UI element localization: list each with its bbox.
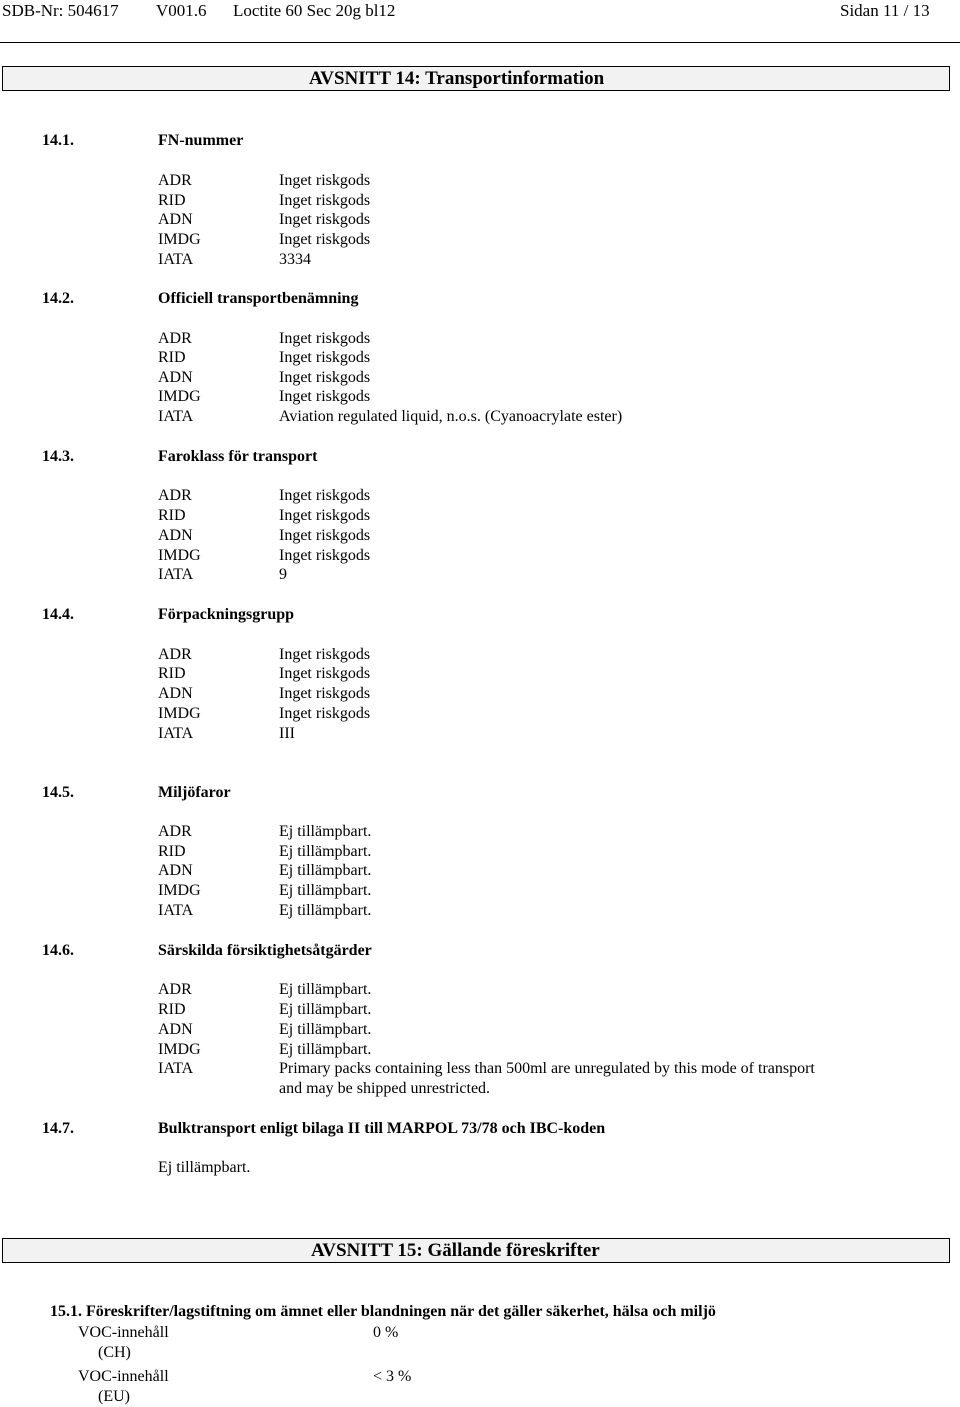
- mode-value-continuation: and may be shipped unrestricted.: [279, 1080, 491, 1097]
- subsection-number: 14.7.: [42, 1120, 74, 1137]
- mode-label: IMDG: [158, 547, 201, 564]
- mode-value: Ej tillämpbart.: [279, 823, 372, 840]
- subsection-title: Särskilda försiktighetsåtgärder: [158, 942, 372, 959]
- mode-label: IMDG: [158, 231, 201, 248]
- mode-value: Ej tillämpbart.: [279, 1021, 372, 1038]
- mode-label: ADN: [158, 1021, 193, 1038]
- subsection-title: FN-nummer: [158, 132, 244, 149]
- subsection-number: 14.3.: [42, 448, 74, 465]
- mode-label: RID: [158, 1001, 186, 1018]
- mode-value: Aviation regulated liquid, n.o.s. (Cyanoacrylate ester): [279, 408, 623, 425]
- voc-sub-label: (EU): [98, 1388, 130, 1405]
- mode-label: IATA: [158, 725, 194, 742]
- marpol-text: Ej tillämpbart.: [158, 1159, 251, 1176]
- section-15-header: [2, 1238, 950, 1263]
- mode-value: Ej tillämpbart.: [279, 882, 372, 899]
- mode-value: 9: [279, 566, 287, 583]
- mode-label: ADN: [158, 685, 193, 702]
- mode-value: Inget riskgods: [279, 349, 371, 366]
- mode-label: IATA: [158, 408, 194, 425]
- subsection-title: Officiell transportbenämning: [158, 290, 359, 307]
- section-15-title: AVSNITT 15: Gällande föreskrifter: [311, 1240, 600, 1261]
- mode-value: Inget riskgods: [279, 388, 371, 405]
- mode-value: Inget riskgods: [279, 665, 371, 682]
- mode-value: Inget riskgods: [279, 507, 371, 524]
- mode-value: Primary packs containing less than 500ml are unregulated by this mode of transport: [279, 1060, 815, 1077]
- mode-value: Inget riskgods: [279, 527, 371, 544]
- voc-value: < 3 %: [373, 1368, 412, 1385]
- voc-label: VOC-innehåll: [78, 1368, 169, 1385]
- page-header: [2, 0, 950, 24]
- mode-label: IATA: [158, 902, 194, 919]
- mode-label: IMDG: [158, 388, 201, 405]
- subsection-title: Bulktransport enligt bilaga II till MARPOL 73/78 och IBC-koden: [158, 1120, 606, 1137]
- mode-value: Inget riskgods: [279, 705, 371, 722]
- mode-value: Ej tillämpbart.: [279, 902, 372, 919]
- mode-label: RID: [158, 843, 186, 860]
- mode-value: Ej tillämpbart.: [279, 862, 372, 879]
- subsection-15-1-title: 15.1. Föreskrifter/lagstiftning om ämnet eller blandningen när det gäller säkerhet, hälsa och miljö: [50, 1303, 716, 1320]
- mode-value: Ej tillämpbart.: [279, 1041, 372, 1058]
- mode-label: ADR: [158, 172, 192, 189]
- subsection-title: Faroklass för transport: [158, 448, 318, 465]
- mode-value: Inget riskgods: [279, 192, 371, 209]
- mode-value: Inget riskgods: [279, 487, 371, 504]
- mode-value: Ej tillämpbart.: [279, 981, 372, 998]
- mode-label: ADR: [158, 823, 192, 840]
- mode-value: Inget riskgods: [279, 369, 371, 386]
- subsection-number: 14.1.: [42, 132, 74, 149]
- mode-value: Inget riskgods: [279, 211, 371, 228]
- subsection-number: 14.5.: [42, 784, 74, 801]
- mode-value: Inget riskgods: [279, 646, 371, 663]
- mode-value: III: [279, 725, 295, 742]
- mode-label: IATA: [158, 1060, 194, 1077]
- mode-label: ADR: [158, 330, 192, 347]
- header-divider: [0, 42, 960, 43]
- page-number: Sidan 11 / 13: [840, 1, 930, 20]
- mode-value: Inget riskgods: [279, 685, 371, 702]
- mode-label: IMDG: [158, 1041, 201, 1058]
- section-14-header: [2, 66, 950, 91]
- mode-label: RID: [158, 349, 186, 366]
- mode-value: Inget riskgods: [279, 330, 371, 347]
- voc-value: 0 %: [373, 1324, 399, 1341]
- voc-sub-label: (CH): [98, 1344, 131, 1361]
- subsection-title: Miljöfaror: [158, 784, 231, 801]
- sdb-number: SDB-Nr: 504617: [2, 1, 119, 20]
- subsection-title: Förpackningsgrupp: [158, 606, 295, 623]
- mode-label: RID: [158, 665, 186, 682]
- mode-label: IMDG: [158, 705, 201, 722]
- mode-label: RID: [158, 507, 186, 524]
- mode-label: ADN: [158, 862, 193, 879]
- mode-value: Inget riskgods: [279, 547, 371, 564]
- voc-label: VOC-innehåll: [78, 1324, 169, 1341]
- mode-label: IATA: [158, 566, 194, 583]
- mode-label: ADN: [158, 211, 193, 228]
- mode-label: ADR: [158, 646, 192, 663]
- mode-value: Inget riskgods: [279, 231, 371, 248]
- subsection-number: 14.2.: [42, 290, 74, 307]
- mode-label: IMDG: [158, 882, 201, 899]
- mode-label: IATA: [158, 251, 194, 268]
- mode-value: Ej tillämpbart.: [279, 1001, 372, 1018]
- mode-value: Inget riskgods: [279, 172, 371, 189]
- section-14-title: AVSNITT 14: Transportinformation: [309, 68, 605, 89]
- subsection-number: 14.6.: [42, 942, 74, 959]
- version: V001.6: [156, 1, 207, 20]
- mode-label: RID: [158, 192, 186, 209]
- mode-value: 3334: [279, 251, 311, 268]
- mode-label: ADN: [158, 527, 193, 544]
- mode-value: Ej tillämpbart.: [279, 843, 372, 860]
- mode-label: ADR: [158, 487, 192, 504]
- product-name: Loctite 60 Sec 20g bl12: [233, 1, 396, 20]
- mode-label: ADN: [158, 369, 193, 386]
- subsection-number: 14.4.: [42, 606, 74, 623]
- mode-label: ADR: [158, 981, 192, 998]
